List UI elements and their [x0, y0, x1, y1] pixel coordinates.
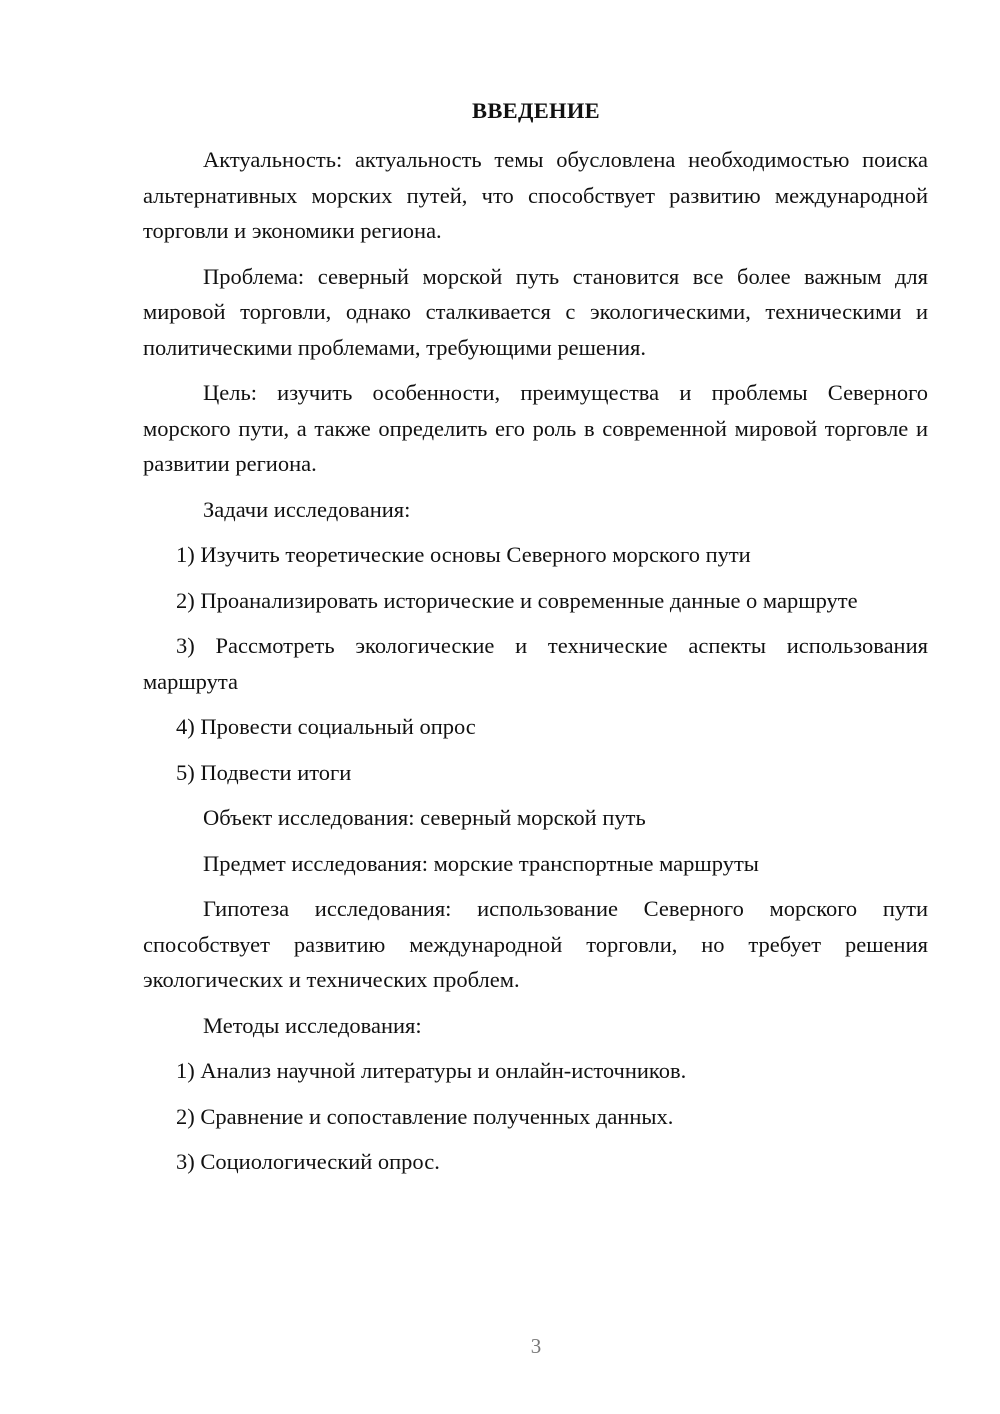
research-subject: Предмет исследования: морские транспортные маршруты: [203, 850, 759, 876]
task-item-2: 2) Проанализировать исторические и современные данные о маршруте: [176, 587, 858, 613]
task-item-3: 3) Рассмотреть экологические и технические аспекты использования маршрута: [143, 633, 928, 694]
task-item-1: 1) Изучить теоретические основы Северного морского пути: [176, 542, 751, 567]
document-body: [143, 142, 928, 1180]
page-title: ВВЕДЕНИЕ: [472, 98, 600, 123]
method-item-2: 2) Сравнение и сопоставление полученных данных.: [176, 1103, 674, 1129]
relevance-paragraph: Актуальность: актуальность темы обусловлена необходимостью поиска альтернативных морских путей, что способствует развитию международной торговли и экономики региона.: [143, 147, 928, 243]
research-object: Объект исследования: северный морской путь: [203, 805, 646, 830]
methods-heading: Методы исследования:: [203, 1012, 422, 1038]
page-number: 3: [530, 1334, 542, 1358]
research-hypothesis: Гипотеза исследования: использование Северного морского пути способствует развитию международной торговли, но требует решения экологических и технических проблем.: [143, 896, 928, 992]
task-item-4: 4) Провести социальный опрос: [176, 714, 476, 739]
goal-paragraph: Цель: изучить особенности, преимущества и проблемы Северного морского пути, а также определить его роль в современной мировой торговле и развитии региона.: [143, 380, 928, 476]
method-item-1: 1) Анализ научной литературы и онлайн-источников.: [176, 1058, 687, 1083]
task-item-5: 5) Подвести итоги: [176, 759, 352, 785]
tasks-heading: Задачи исследования:: [203, 496, 411, 522]
problem-paragraph: Проблема: северный морской путь становится все более важным для мировой торговли, однако сталкивается с экологическими, техническими и политическими проблемами, требующими решения.: [143, 263, 928, 360]
method-item-3: 3) Социологический опрос.: [176, 1149, 440, 1174]
